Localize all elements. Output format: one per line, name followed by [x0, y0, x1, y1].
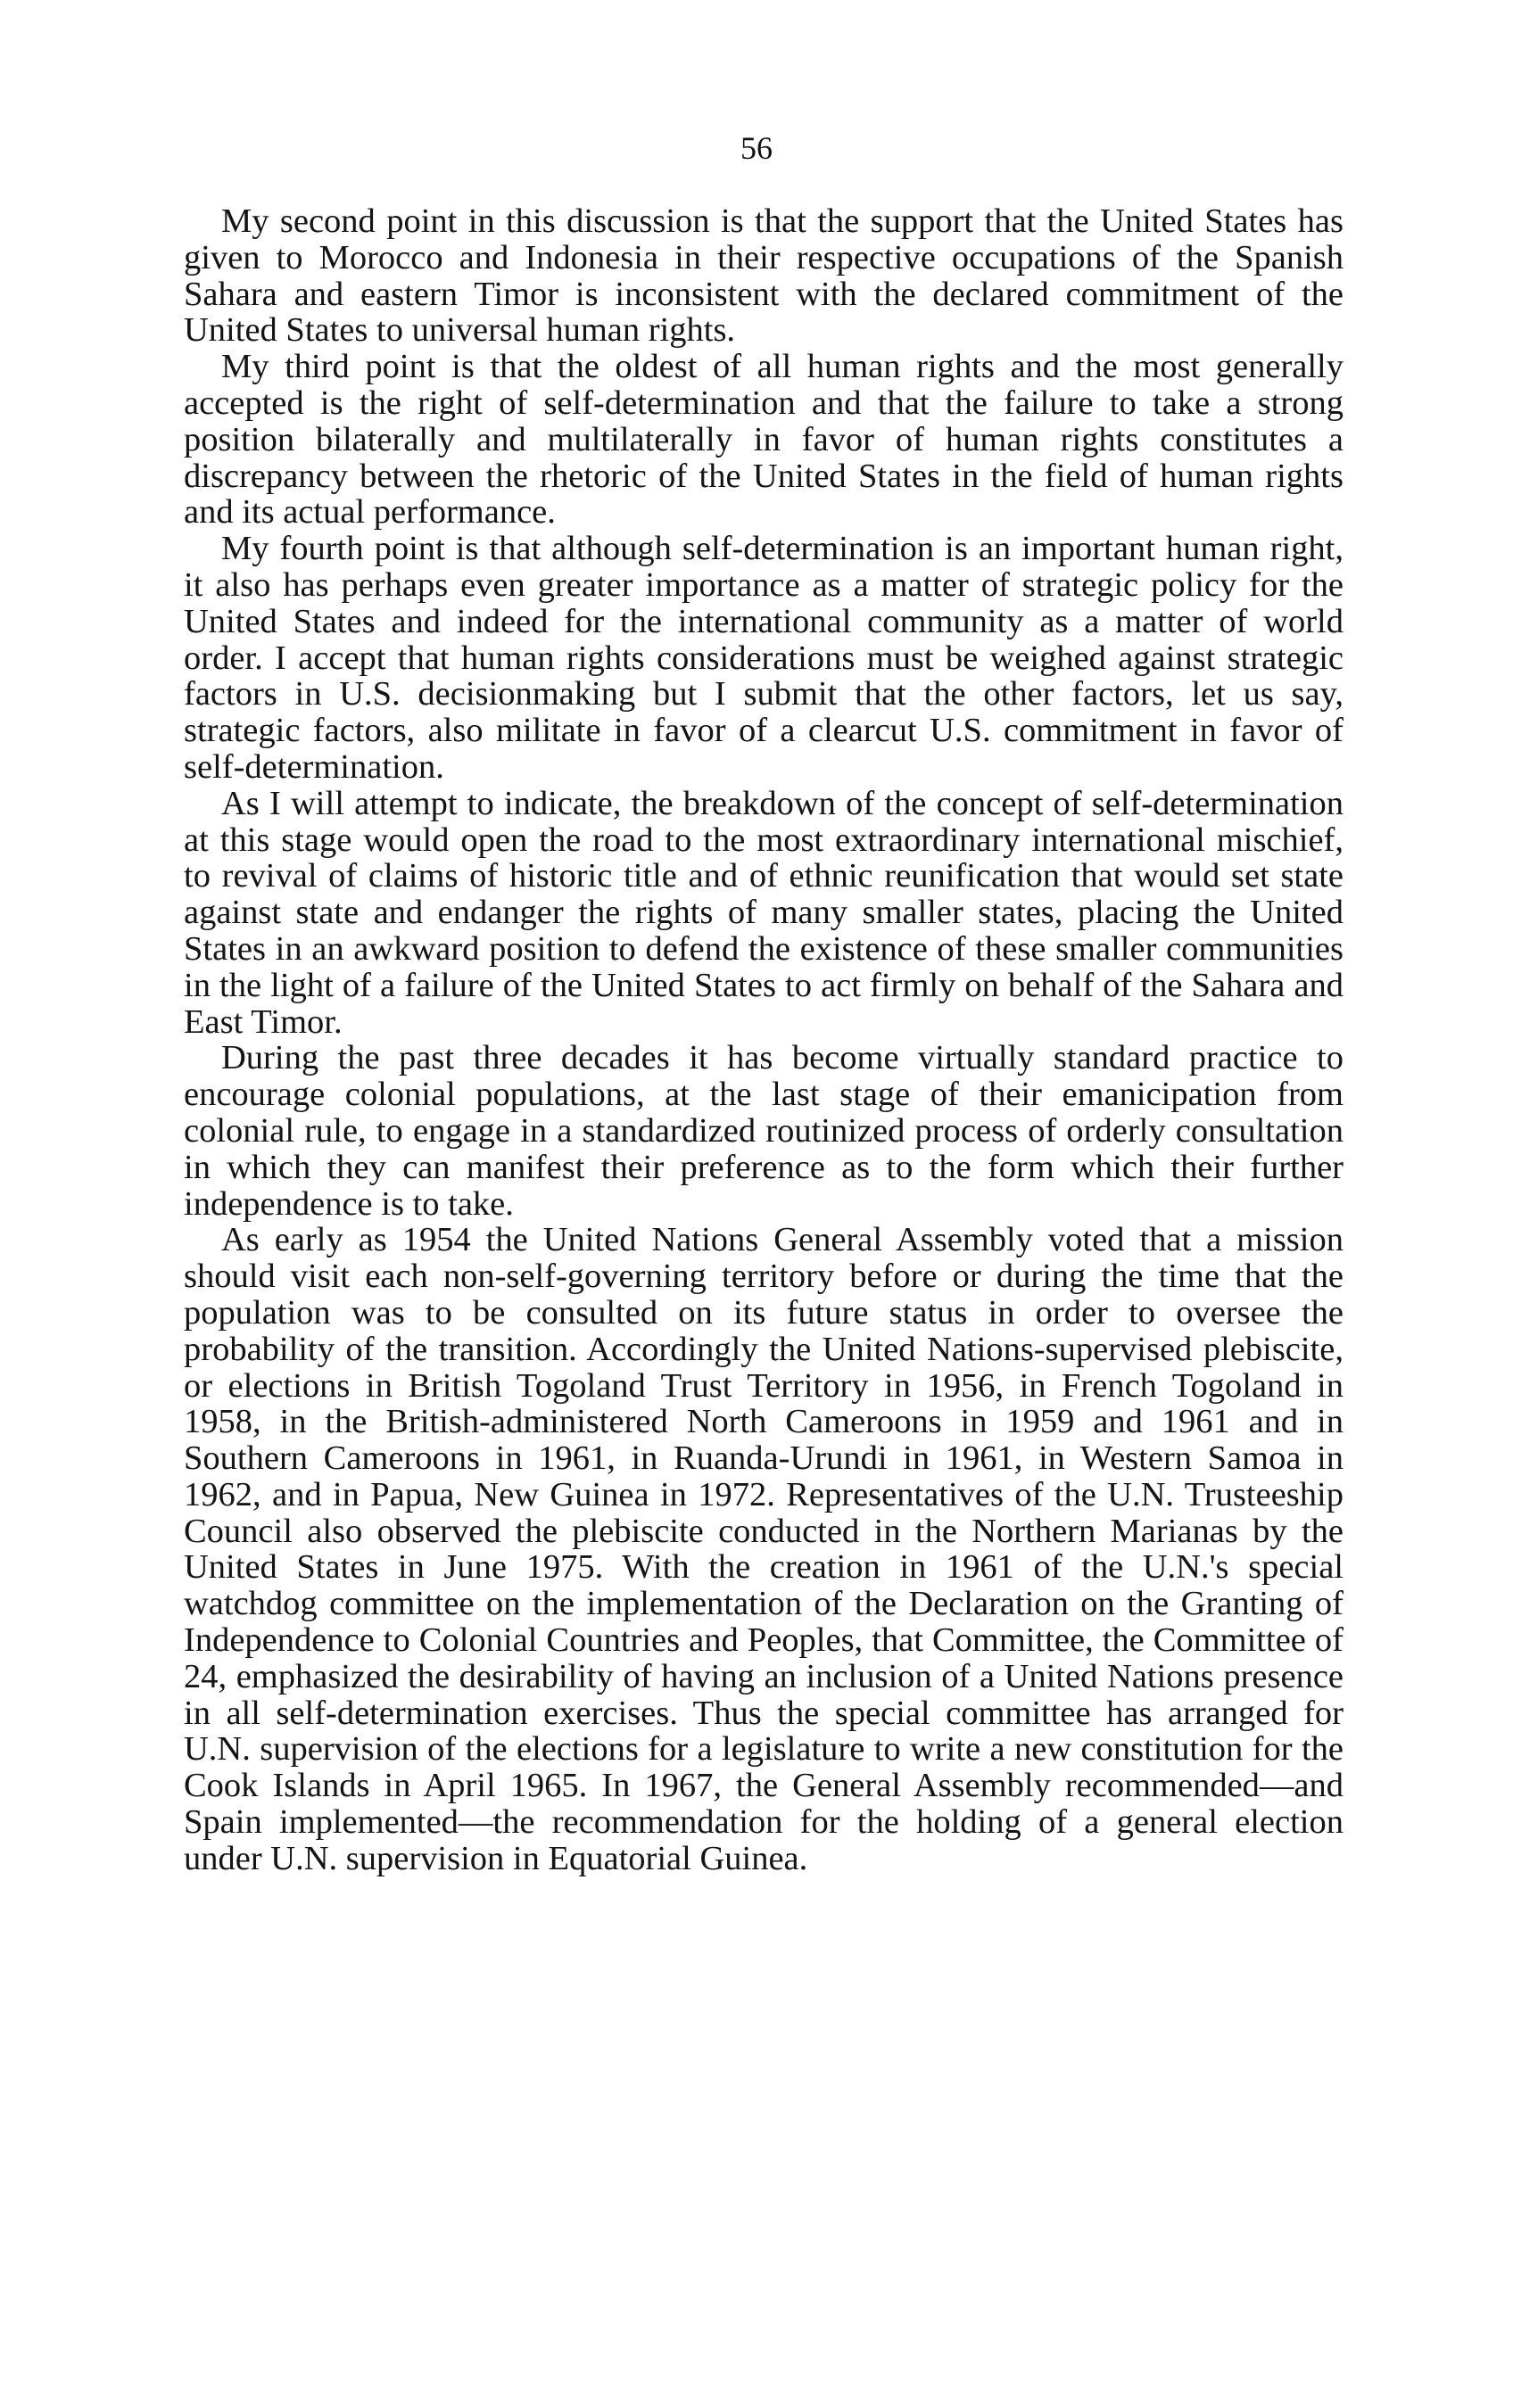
- paragraph-fourth-point: My fourth point is that although self-determination is an important human right, it also has perhaps even greater importance as a matter of strategic policy for the United States and indeed for the international community as a matter of world order. I accept that human rights considerations must be weighed against strategic factors in U.S. decisionmaking but I submit that the other factors, let us say, strategic factors, also militate in favor of a clearcut U.S. commitment in favor of self-determination.: [184, 530, 1344, 786]
- paragraph-second-point: My second point in this discussion is that the support that the United States has given to Morocco and Indonesia in their respective occupations of the Spanish Sahara and eastern Timor is inconsistent with the declared commitment of the United States to universal human rights.: [184, 202, 1344, 350]
- page-number: 56: [740, 130, 773, 166]
- body-text: [184, 203, 1344, 1877]
- paragraph-self-determination-breakdown: As I will attempt to indicate, the breakdown of the concept of self-determination at this stage would open the road to the most extraordinary international mischief, to revival of claims of historic title and of ethnic reunification that would set state against state and endanger the rights of many smaller states, placing the United States in an awkward position to defend the existence of these smaller communities in the light of a failure of the United States to act firmly on behalf of the Sahara and East Timor.: [184, 784, 1344, 1041]
- paragraph-third-point: My third point is that the oldest of all human rights and the most generally accepted is the right of self-determination and that the failure to take a strong position bilaterally and multilaterally in favor of human rights constitutes a discrepancy between the rhetoric of the United States in the field of human rights and its actual performance.: [184, 348, 1344, 532]
- paragraph-past-three-decades: During the past three decades it has become virtually standard practice to encourage colonial populations, at the last stage of their emanicipation from colonial rule, to engage in a standardized routinized process of orderly consultation in which they can manifest their preference as to the form which their further independence is to take.: [184, 1039, 1344, 1223]
- paragraph-un-supervision-history: As early as 1954 the United Nations General Assembly voted that a mission should visit each non-self-governing territory before or during the time that the population was to be consulted on its future status in order to oversee the probability of the transition. Accordingly the United Nations-supervised plebiscite, or elections in British Togoland Trust Territory in 1956, in French Togoland in 1958, in the British-administered North Cameroons in 1959 and 1961 and in Southern Cameroons in 1961, in Ruanda-Urundi in 1961, in Western Samoa in 1962, and in Papua, New Guinea in 1972. Representatives of the U.N. Trusteeship Council also observed the plebiscite conducted in the Northern Marianas by the United States in June 1975. With the creation in 1961 of the U.N.'s special watchdog committee on the implementation of the Declaration on the Granting of Independence to Colonial Countries and Peoples, that Committee, the Committee of 24, emphasized the desirability of having an inclusion of a United Nations presence in all self-determination exercises. Thus the special committee has arranged for U.N. supervision of the elections for a legislature to write a new constitution for the Cook Islands in April 1965. In 1967, the General Assembly recommended—and Spain implemented—the recommendation for the holding of a general election under U.N. supervision in Equatorial Guinea.: [184, 1221, 1344, 1877]
